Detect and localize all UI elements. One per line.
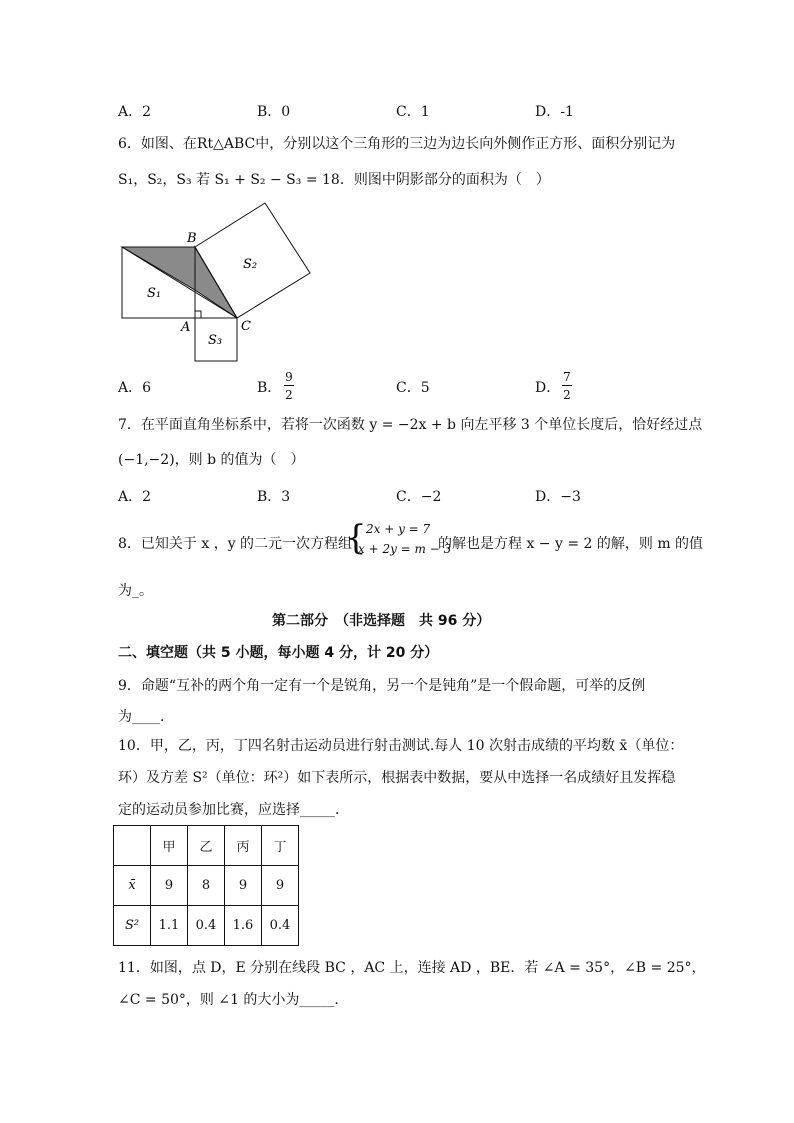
q6-option-c: C．5 bbox=[396, 380, 430, 396]
table-header-row bbox=[114, 826, 299, 866]
q6-option-d-denominator: 2 bbox=[563, 388, 571, 402]
q7-text-line1: 7．在平面直角坐标系中，若将一次函数 y = −2x + b 向左平移 3 个单位长度后，恰好经过点 bbox=[118, 417, 703, 433]
q10-text-line1: 10．甲，乙，丙，丁四名射击运动员进行射击测试.每人 10 次射击成绩的平均数 x̄（单位： bbox=[118, 738, 684, 754]
q6-option-b-fraction-bar bbox=[284, 385, 294, 386]
q7-option-a: A．2 bbox=[118, 489, 152, 505]
q6-option-a: A．6 bbox=[118, 380, 152, 396]
q9-text-line2: 为____． bbox=[118, 709, 174, 725]
q5-option-d: D．-1 bbox=[535, 104, 574, 120]
q7-option-b: B．3 bbox=[257, 489, 291, 505]
q6-option-d-prefix: D． bbox=[535, 380, 561, 396]
table-row bbox=[114, 866, 299, 906]
q8-text-line2: 为_。 bbox=[118, 583, 153, 599]
q5-option-a: A．2 bbox=[118, 104, 152, 120]
table-row-label: S² bbox=[114, 906, 151, 946]
q8-equation-1: 2x + y = 7 bbox=[366, 522, 431, 536]
table-cell: 9 bbox=[151, 866, 188, 906]
q8-text-pre: 8．已知关于 x ，y 的二元一次方程组 bbox=[118, 536, 353, 552]
table-cell: 0.4 bbox=[188, 906, 225, 946]
table-cell: 1.1 bbox=[151, 906, 188, 946]
q5-option-c: C．1 bbox=[396, 104, 430, 120]
q9-text-line1: 9．命题“互补的两个角一定有一个是锐角，另一个是钝角”是一个假命题，可举的反例 bbox=[118, 678, 646, 694]
label-b: B bbox=[187, 231, 197, 246]
q11-text-line2: ∠C = 50°，则 ∠1 的大小为_____． bbox=[118, 992, 349, 1008]
section-2-title: 第二部分 （非选择题 共 96 分） bbox=[272, 613, 491, 629]
table-header-cell: 甲 bbox=[151, 826, 188, 866]
table-header-cell: 丁 bbox=[262, 826, 299, 866]
q10-text-line2: 环）及方差 S²（单位：环²）如下表所示，根据表中数据，要从中选择一名成绩好且发挥稳 bbox=[118, 770, 676, 786]
label-c: C bbox=[241, 319, 251, 334]
table-row-label: x̄ bbox=[114, 866, 151, 906]
q6-text-line1: 6．如图、在Rt△ABC中，分别以这个三角形的三边为边长向外侧作正方形、面积分别记为 bbox=[118, 136, 676, 152]
q6-option-b-denominator: 2 bbox=[285, 388, 293, 402]
q8-equation-2: x + 2y = m − 3 bbox=[358, 542, 452, 556]
table-cell: 9 bbox=[225, 866, 262, 906]
table-header-cell: 丙 bbox=[225, 826, 262, 866]
q10-score-table bbox=[113, 825, 299, 946]
table-header-cell: 乙 bbox=[188, 826, 225, 866]
label-s1: S₁ bbox=[147, 286, 162, 301]
label-a: A bbox=[181, 320, 191, 335]
q6-figure bbox=[115, 198, 320, 368]
q7-text-line2: (−1,−2)，则 b 的值为（ ） bbox=[118, 452, 305, 468]
label-s2: S₂ bbox=[243, 257, 258, 272]
table-cell: 1.6 bbox=[225, 906, 262, 946]
fill-in-title: 二、填空题（共 5 小题，每小题 4 分，计 20 分） bbox=[118, 645, 439, 661]
table-row bbox=[114, 906, 299, 946]
q6-option-d-fraction-bar bbox=[562, 385, 572, 386]
q8-text-post: 的解也是方程 x − y = 2 的解，则 m 的值 bbox=[438, 536, 704, 552]
q11-text-line1: 11．如图，点 D，E 分别在线段 BC ，AC 上，连接 AD ，BE．若 ∠A = 35°，∠B = 25°， bbox=[118, 960, 706, 976]
label-s3: S₃ bbox=[208, 333, 223, 348]
q5-option-b: B．0 bbox=[257, 104, 291, 120]
table-cell: 8 bbox=[188, 866, 225, 906]
q8-brace: { bbox=[345, 518, 367, 558]
q6-option-b-numerator: 9 bbox=[285, 370, 293, 384]
table-cell: 9 bbox=[262, 866, 299, 906]
q6-option-b-prefix: B． bbox=[257, 380, 282, 396]
q10-text-line3: 定的运动员参加比赛，应选择_____． bbox=[118, 802, 349, 818]
q7-option-c: C．−2 bbox=[396, 489, 442, 505]
table-cell: 0.4 bbox=[262, 906, 299, 946]
q6-option-d-numerator: 7 bbox=[563, 370, 571, 384]
q6-text-line2: S₁，S₂，S₃ 若 S₁ + S₂ − S₃ = 18．则图中阴影部分的面积为（ ） bbox=[118, 172, 550, 188]
table-header-cell bbox=[114, 826, 151, 866]
q7-option-d: D．−3 bbox=[535, 489, 581, 505]
